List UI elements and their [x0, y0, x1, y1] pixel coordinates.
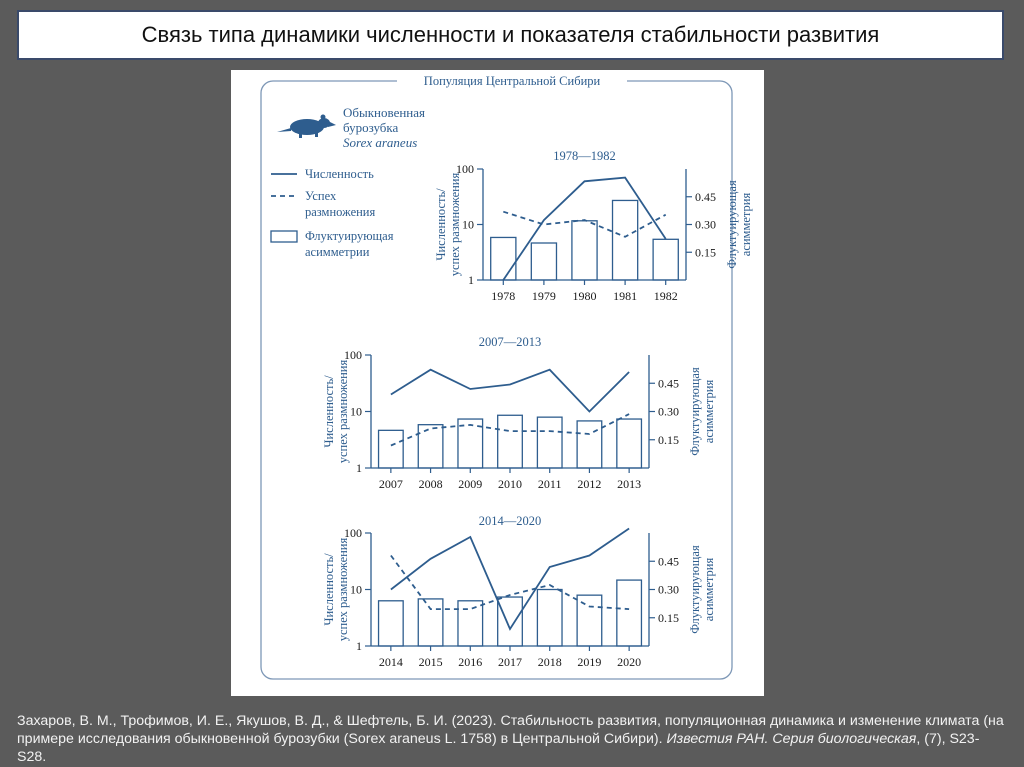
legend-fa-line1: Флуктуирующая: [305, 229, 394, 243]
chart3-left-tick-label: 10: [350, 582, 362, 597]
chart3-right-tick-label: 0.45: [658, 554, 679, 569]
chart1-left-tick-label: 100: [456, 162, 474, 176]
chart2-x-tick-label: 2010: [498, 477, 522, 491]
chart3-bar: [617, 580, 642, 646]
citation-journal: Известия РАН. Серия биологическая: [666, 731, 917, 747]
frame-title: Популяция Центральной Сибири: [423, 74, 601, 88]
legend-abundance: Численность: [305, 167, 374, 181]
chart2-x-tick-label: 2013: [617, 477, 642, 491]
chart3-x-tick-label: 2019: [577, 655, 602, 669]
chart3-bar: [537, 590, 562, 647]
chart1-x-tick-label: 1980: [572, 289, 597, 303]
chart2-x-tick-label: 2007: [378, 477, 403, 491]
chart3-right-axis-title-line1: Флуктуирующая: [688, 545, 702, 634]
chart3-right-tick-label: 0.15: [658, 610, 679, 625]
chart1-left-axis-title-line2: успех размножения: [448, 172, 462, 277]
chart2-right-tick-label: 0.30: [658, 404, 679, 419]
chart1-x-tick-label: 1979: [531, 289, 556, 303]
chart1-bar: [653, 239, 678, 280]
species-latin: Sorex araneus: [343, 135, 418, 150]
chart3-x-tick-label: 2015: [418, 655, 443, 669]
chart2-left-axis-title-line1: Численность/: [322, 375, 336, 448]
chart2-left-axis-title-line2: успех размножения: [336, 359, 350, 464]
chart3-x-tick-label: 2014: [378, 655, 403, 669]
citation-tail: , (7), S23-S28.: [17, 731, 980, 765]
chart2-abundance-line: [391, 370, 629, 412]
figure-panel: [231, 70, 764, 696]
chart2-left-tick-label: 1: [356, 461, 362, 475]
chart2-x-tick-label: 2009: [458, 477, 483, 491]
chart2-right-axis-title-line1: Флуктуирующая: [688, 367, 702, 456]
chart1-title: 1978—1982: [553, 149, 616, 163]
chart1-left-tick-label: 10: [462, 217, 474, 232]
legend-bar-swatch: [271, 231, 297, 242]
chart2-right-axis-title-line2: асимметрия: [702, 379, 716, 444]
species-common-line1: Обыкновенная: [343, 105, 426, 120]
citation: [17, 712, 1007, 766]
chart3-left-tick-label: 100: [344, 526, 362, 540]
chart2-x-tick-label: 2012: [577, 477, 602, 491]
chart1-right-tick-label: 0.45: [695, 189, 716, 204]
chart3-right-axis-title-line2: асимметрия: [702, 557, 716, 622]
chart3-bar: [498, 597, 523, 646]
chart3-bar: [379, 601, 404, 646]
slide-title-box: [17, 10, 1004, 60]
shrew-icon: [277, 115, 336, 139]
chart1-x-tick-label: 1978: [491, 289, 516, 303]
chart2-bar: [537, 417, 562, 468]
chart3-left-axis-title-line2: успех размножения: [336, 537, 350, 642]
chart1-x-tick-label: 1982: [653, 289, 678, 303]
chart2-x-tick-label: 2008: [418, 477, 443, 491]
chart2-bar: [418, 425, 443, 468]
chart1-left-axis-title-line1: Численность/: [434, 188, 448, 261]
chart2-right-tick-label: 0.45: [658, 376, 679, 391]
chart2-bar: [577, 421, 602, 468]
chart2-bar: [498, 415, 523, 468]
chart1-bar: [613, 200, 638, 280]
legend-success-line1: Успех: [305, 189, 337, 203]
figure-svg: [231, 70, 764, 696]
chart2-right-tick-label: 0.15: [658, 432, 679, 447]
chart3-bar: [418, 599, 443, 646]
chart1-bar: [531, 243, 556, 280]
chart3-left-axis-title-line1: Численность/: [322, 553, 336, 626]
chart2-bar: [617, 419, 642, 468]
chart2-title: 2007—2013: [478, 335, 542, 349]
chart3-x-tick-label: 2020: [617, 655, 642, 669]
chart2-left-tick-label: 10: [350, 404, 362, 419]
chart1-left-tick-label: 1: [468, 273, 474, 287]
legend-fa-line2: асимметрии: [305, 245, 370, 259]
chart3-title: 2014—2020: [478, 514, 542, 528]
chart1-right-tick-label: 0.30: [695, 217, 716, 232]
slide-title: Связь типа динамики численности и показателя стабильности развития: [141, 22, 880, 47]
chart1-right-tick-label: 0.15: [695, 245, 716, 260]
chart3-x-tick-label: 2016: [458, 655, 483, 669]
species-common-line2: бурозубка: [343, 120, 399, 135]
chart2-left-tick-label: 100: [344, 348, 362, 362]
legend-success-line2: размножения: [305, 205, 376, 219]
chart1-right-axis-title-line1: Флуктуирующая: [725, 180, 739, 269]
chart1-right-axis-title-line2: асимметрия: [739, 192, 753, 257]
chart3-x-tick-label: 2017: [498, 655, 522, 669]
chart2-bar: [379, 430, 404, 468]
chart1-bar: [572, 221, 597, 280]
chart1-x-tick-label: 1981: [613, 289, 638, 303]
chart3-right-tick-label: 0.30: [658, 582, 679, 597]
chart3-bar: [458, 601, 483, 646]
chart3-x-tick-label: 2018: [537, 655, 562, 669]
chart3-left-tick-label: 1: [356, 639, 362, 653]
chart2-x-tick-label: 2011: [537, 477, 562, 491]
citation-text: Захаров, В. М., Трофимов, И. Е., Якушов, В. Д., & Шефтель, Б. И. (2023). Стабильность развития, популяционная динамика и изменение климата (на примере исследования обыкновенной бурозубки (Sorex araneus L. 1758) в Центральной Сибири).: [17, 713, 1004, 747]
chart1-bar: [491, 237, 516, 280]
